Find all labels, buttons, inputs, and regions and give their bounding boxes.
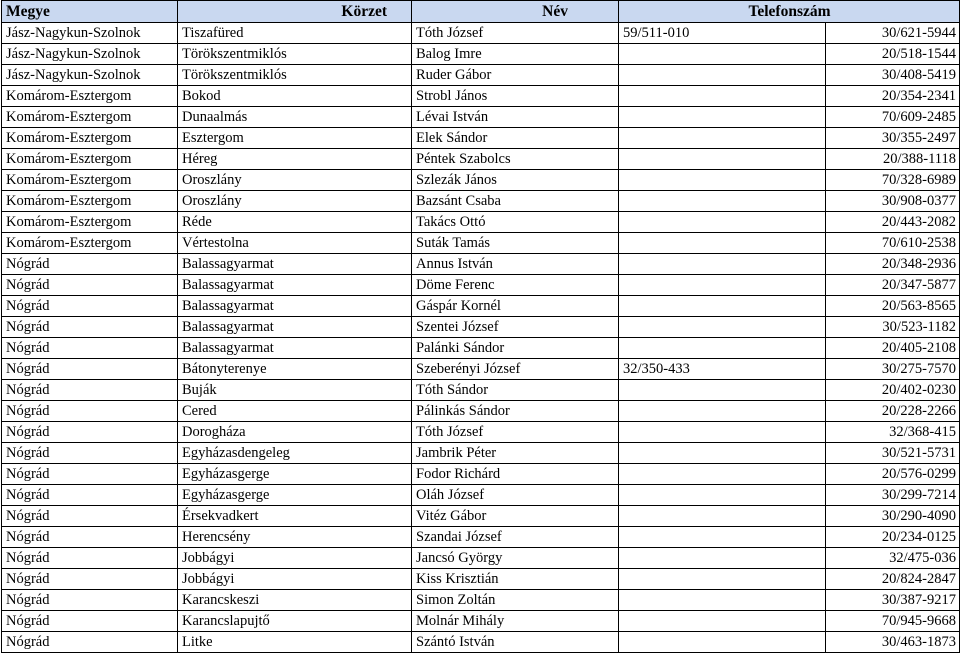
cell-nev: Gáspár Kornél: [412, 296, 619, 317]
cell-nev: Molnár Mihály: [412, 611, 619, 632]
cell-telefon-vezetekes: [619, 254, 826, 275]
cell-nev: Szandai József: [412, 527, 619, 548]
header-row: [2, 1, 960, 23]
cell-megye: Nógrád: [2, 401, 178, 422]
column-header-telefonszam: Telefonszám: [619, 1, 960, 23]
cell-nev: Szántó István: [412, 632, 619, 653]
table-row: [2, 128, 960, 149]
cell-korzet: Dorogháza: [178, 422, 412, 443]
table-row: [2, 44, 960, 65]
table-row: [2, 275, 960, 296]
cell-korzet: Törökszentmiklós: [178, 65, 412, 86]
cell-telefon-vezetekes: [619, 569, 826, 590]
cell-korzet: Balassagyarmat: [178, 254, 412, 275]
cell-telefon-mobil: 20/405-2108: [826, 338, 960, 359]
cell-telefon-vezetekes: [619, 233, 826, 254]
cell-nev: Annus István: [412, 254, 619, 275]
cell-telefon-mobil: 70/945-9668: [826, 611, 960, 632]
cell-korzet: Egyházasdengeleg: [178, 443, 412, 464]
cell-telefon-vezetekes: [619, 191, 826, 212]
cell-telefon-vezetekes: [619, 527, 826, 548]
cell-telefon-vezetekes: [619, 212, 826, 233]
cell-telefon-mobil: 70/328-6989: [826, 170, 960, 191]
cell-nev: Vitéz Gábor: [412, 506, 619, 527]
cell-telefon-mobil: 20/576-0299: [826, 464, 960, 485]
table-row: [2, 443, 960, 464]
cell-megye: Nógrád: [2, 380, 178, 401]
cell-nev: Palánki Sándor: [412, 338, 619, 359]
cell-korzet: Bokod: [178, 86, 412, 107]
cell-telefon-vezetekes: [619, 65, 826, 86]
cell-korzet: Balassagyarmat: [178, 317, 412, 338]
table-row: [2, 422, 960, 443]
cell-megye: Nógrád: [2, 548, 178, 569]
cell-telefon-vezetekes: [619, 632, 826, 653]
cell-nev: Takács Ottó: [412, 212, 619, 233]
table-row: [2, 464, 960, 485]
cell-megye: Nógrád: [2, 527, 178, 548]
cell-megye: Nógrád: [2, 569, 178, 590]
cell-nev: Tóth József: [412, 23, 619, 44]
cell-nev: Strobl János: [412, 86, 619, 107]
column-header-nev: Név: [412, 1, 619, 23]
cell-telefon-mobil: 20/443-2082: [826, 212, 960, 233]
cell-telefon-vezetekes: [619, 590, 826, 611]
cell-telefon-mobil: 70/610-2538: [826, 233, 960, 254]
cell-megye: Nógrád: [2, 506, 178, 527]
cell-telefon-mobil: 20/824-2847: [826, 569, 960, 590]
cell-korzet: Litke: [178, 632, 412, 653]
cell-telefon-mobil: 20/228-2266: [826, 401, 960, 422]
cell-nev: Fodor Richárd: [412, 464, 619, 485]
table-row: [2, 548, 960, 569]
cell-telefon-vezetekes: [619, 485, 826, 506]
cell-telefon-vezetekes: [619, 170, 826, 191]
cell-telefon-vezetekes: [619, 611, 826, 632]
cell-telefon-mobil: 20/563-8565: [826, 296, 960, 317]
cell-megye: Komárom-Esztergom: [2, 170, 178, 191]
cell-korzet: Dunaalmás: [178, 107, 412, 128]
cell-telefon-mobil: 30/908-0377: [826, 191, 960, 212]
cell-telefon-vezetekes: [619, 401, 826, 422]
cell-megye: Komárom-Esztergom: [2, 233, 178, 254]
cell-telefon-vezetekes: [619, 317, 826, 338]
table-row: [2, 212, 960, 233]
cell-megye: Komárom-Esztergom: [2, 128, 178, 149]
cell-telefon-vezetekes: [619, 464, 826, 485]
cell-nev: Bazsánt Csaba: [412, 191, 619, 212]
cell-telefon-vezetekes: [619, 86, 826, 107]
table-row: [2, 23, 960, 44]
cell-korzet: Karancslapujtő: [178, 611, 412, 632]
cell-telefon-mobil: 70/609-2485: [826, 107, 960, 128]
cell-nev: Suták Tamás: [412, 233, 619, 254]
cell-telefon-mobil: 30/463-1873: [826, 632, 960, 653]
cell-telefon-mobil: 20/347-5877: [826, 275, 960, 296]
cell-nev: Oláh József: [412, 485, 619, 506]
cell-nev: Szeberényi József: [412, 359, 619, 380]
cell-nev: Tóth Sándor: [412, 380, 619, 401]
cell-korzet: Vértestolna: [178, 233, 412, 254]
table-row: [2, 65, 960, 86]
cell-korzet: Balassagyarmat: [178, 275, 412, 296]
table-row: [2, 149, 960, 170]
cell-megye: Komárom-Esztergom: [2, 86, 178, 107]
cell-megye: Jász-Nagykun-Szolnok: [2, 65, 178, 86]
cell-nev: Jambrik Péter: [412, 443, 619, 464]
cell-korzet: Jobbágyi: [178, 548, 412, 569]
cell-telefon-vezetekes: [619, 422, 826, 443]
cell-telefon-vezetekes: 32/350-433: [619, 359, 826, 380]
table-row: [2, 485, 960, 506]
cell-nev: Szlezák János: [412, 170, 619, 191]
cell-telefon-vezetekes: [619, 44, 826, 65]
cell-telefon-vezetekes: [619, 338, 826, 359]
table-row: [2, 569, 960, 590]
cell-megye: Komárom-Esztergom: [2, 107, 178, 128]
cell-korzet: Oroszlány: [178, 191, 412, 212]
cell-telefon-vezetekes: [619, 275, 826, 296]
cell-korzet: Bátonyterenye: [178, 359, 412, 380]
cell-megye: Nógrád: [2, 275, 178, 296]
column-header-korzet: Körzet: [178, 1, 412, 23]
table-header: [2, 1, 960, 23]
cell-telefon-mobil: 30/275-7570: [826, 359, 960, 380]
table-body: [2, 23, 960, 653]
cell-megye: Komárom-Esztergom: [2, 149, 178, 170]
cell-nev: Ruder Gábor: [412, 65, 619, 86]
table-row: [2, 254, 960, 275]
table-row: [2, 359, 960, 380]
cell-telefon-vezetekes: [619, 149, 826, 170]
table-row: [2, 233, 960, 254]
cell-megye: Nógrád: [2, 254, 178, 275]
cell-korzet: Réde: [178, 212, 412, 233]
cell-megye: Nógrád: [2, 485, 178, 506]
cell-korzet: Jobbágyi: [178, 569, 412, 590]
cell-telefon-mobil: 30/621-5944: [826, 23, 960, 44]
cell-korzet: Törökszentmiklós: [178, 44, 412, 65]
cell-korzet: Balassagyarmat: [178, 296, 412, 317]
table-row: [2, 170, 960, 191]
cell-megye: Nógrád: [2, 317, 178, 338]
cell-megye: Nógrád: [2, 611, 178, 632]
cell-telefon-mobil: 30/408-5419: [826, 65, 960, 86]
cell-megye: Nógrád: [2, 359, 178, 380]
table-row: [2, 611, 960, 632]
cell-telefon-mobil: 30/299-7214: [826, 485, 960, 506]
cell-nev: Péntek Szabolcs: [412, 149, 619, 170]
cell-megye: Nógrád: [2, 632, 178, 653]
table-row: [2, 107, 960, 128]
cell-megye: Jász-Nagykun-Szolnok: [2, 44, 178, 65]
cell-telefon-mobil: 20/234-0125: [826, 527, 960, 548]
cell-nev: Jancsó György: [412, 548, 619, 569]
cell-nev: Döme Ferenc: [412, 275, 619, 296]
cell-nev: Pálinkás Sándor: [412, 401, 619, 422]
table-row: [2, 590, 960, 611]
cell-telefon-mobil: 20/518-1544: [826, 44, 960, 65]
cell-nev: Lévai István: [412, 107, 619, 128]
cell-korzet: Buják: [178, 380, 412, 401]
cell-telefon-mobil: 20/354-2341: [826, 86, 960, 107]
cell-nev: Szentei József: [412, 317, 619, 338]
cell-korzet: Balassagyarmat: [178, 338, 412, 359]
cell-korzet: Esztergom: [178, 128, 412, 149]
cell-korzet: Karancskeszi: [178, 590, 412, 611]
cell-megye: Nógrád: [2, 590, 178, 611]
cell-telefon-mobil: 30/521-5731: [826, 443, 960, 464]
cell-telefon-mobil: 30/523-1182: [826, 317, 960, 338]
cell-megye: Jász-Nagykun-Szolnok: [2, 23, 178, 44]
cell-korzet: Oroszlány: [178, 170, 412, 191]
cell-korzet: Herencsény: [178, 527, 412, 548]
cell-megye: Nógrád: [2, 443, 178, 464]
table-row: [2, 191, 960, 212]
cell-korzet: Egyházasgerge: [178, 464, 412, 485]
cell-nev: Elek Sándor: [412, 128, 619, 149]
cell-megye: Nógrád: [2, 338, 178, 359]
cell-nev: Balog Imre: [412, 44, 619, 65]
table-row: [2, 632, 960, 653]
cell-telefon-vezetekes: [619, 506, 826, 527]
cell-nev: Simon Zoltán: [412, 590, 619, 611]
table-row: [2, 527, 960, 548]
table-row: [2, 86, 960, 107]
table-row: [2, 380, 960, 401]
cell-korzet: Egyházasgerge: [178, 485, 412, 506]
cell-nev: Tóth József: [412, 422, 619, 443]
cell-telefon-vezetekes: [619, 107, 826, 128]
cell-telefon-mobil: 32/475-036: [826, 548, 960, 569]
cell-korzet: Cered: [178, 401, 412, 422]
column-header-megye: Megye: [2, 1, 178, 23]
table-row: [2, 338, 960, 359]
cell-megye: Nógrád: [2, 296, 178, 317]
table-row: [2, 506, 960, 527]
cell-telefon-mobil: 20/388-1118: [826, 149, 960, 170]
cell-megye: Nógrád: [2, 422, 178, 443]
cell-telefon-mobil: 20/402-0230: [826, 380, 960, 401]
cell-korzet: Héreg: [178, 149, 412, 170]
table-row: [2, 401, 960, 422]
cell-telefon-mobil: 30/387-9217: [826, 590, 960, 611]
cell-telefon-vezetekes: [619, 296, 826, 317]
cell-megye: Komárom-Esztergom: [2, 191, 178, 212]
cell-telefon-vezetekes: [619, 128, 826, 149]
cell-telefon-vezetekes: 59/511-010: [619, 23, 826, 44]
cell-telefon-mobil: 20/348-2936: [826, 254, 960, 275]
cell-megye: Nógrád: [2, 464, 178, 485]
cell-telefon-vezetekes: [619, 380, 826, 401]
table-row: [2, 317, 960, 338]
cell-korzet: Érsekvadkert: [178, 506, 412, 527]
cell-telefon-mobil: 32/368-415: [826, 422, 960, 443]
contact-directory-table: [1, 0, 960, 653]
cell-telefon-vezetekes: [619, 548, 826, 569]
table-row: [2, 296, 960, 317]
cell-telefon-vezetekes: [619, 443, 826, 464]
cell-nev: Kiss Krisztián: [412, 569, 619, 590]
cell-telefon-mobil: 30/355-2497: [826, 128, 960, 149]
cell-megye: Komárom-Esztergom: [2, 212, 178, 233]
cell-telefon-mobil: 30/290-4090: [826, 506, 960, 527]
cell-korzet: Tiszafüred: [178, 23, 412, 44]
